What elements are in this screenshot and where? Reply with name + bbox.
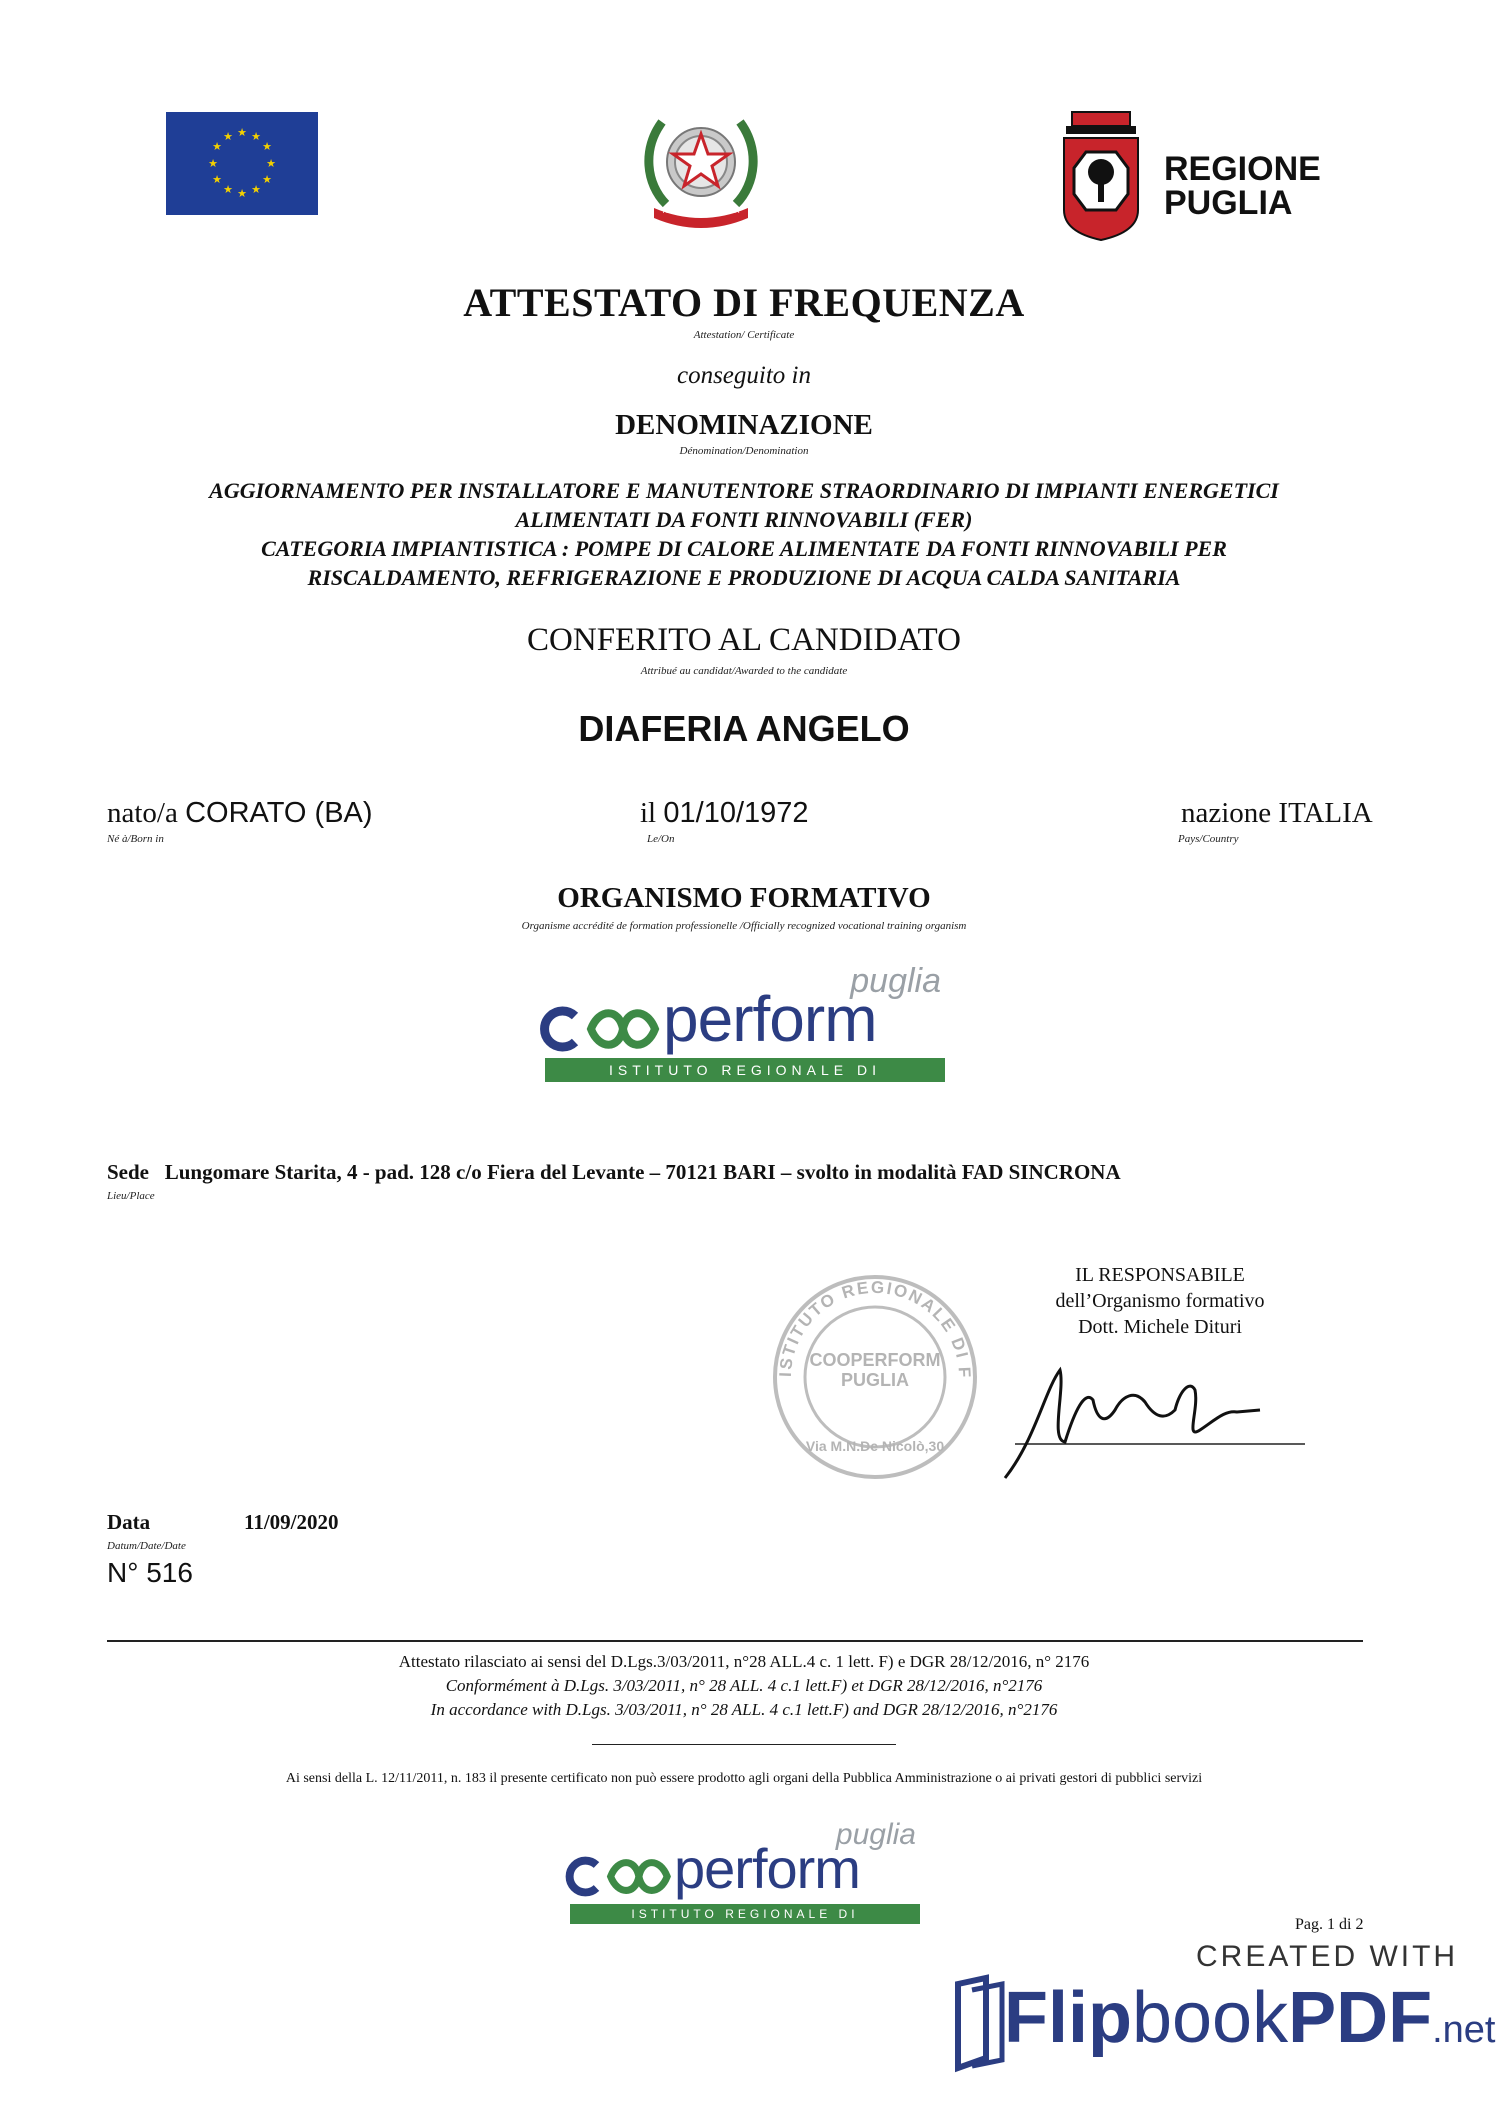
birth-date-sub: Le/On bbox=[647, 833, 675, 845]
birth-date-value: 01/10/1972 bbox=[663, 797, 809, 829]
svg-text:★: ★ bbox=[237, 187, 247, 200]
certificate-title-sub: Attestation/ Certificate bbox=[693, 329, 795, 341]
conseguito-label: conseguito in bbox=[676, 362, 811, 389]
watermark-pdf: PDF bbox=[1288, 1978, 1433, 2058]
birth-place-value: CORATO (BA) bbox=[185, 797, 373, 829]
watermark-net: .net bbox=[1432, 2009, 1496, 2051]
course-line-2: ALIMENTATI DA FONTI RINNOVABILI (FER) bbox=[515, 507, 973, 532]
stamp-ring-text: ISTITUTO REGIONALE DI F bbox=[775, 1277, 975, 1380]
sede-value: Lungomare Starita, 4 - pad. 128 c/o Fiera del Levante – 70121 BARI – svolto in modalità FAD SINCRONA bbox=[164, 1160, 1121, 1184]
legal-short-divider bbox=[592, 1744, 896, 1745]
svg-text:★: ★ bbox=[251, 130, 261, 143]
nation-value: ITALIA bbox=[1278, 797, 1373, 829]
svg-text:★: ★ bbox=[212, 140, 222, 153]
birth-date bbox=[640, 797, 809, 830]
cooperform-logo bbox=[545, 962, 945, 1102]
stamp-center-line1: COOPERFORM bbox=[809, 1350, 941, 1370]
birth-date-label: il bbox=[640, 797, 657, 829]
watermark-book: book bbox=[1131, 1978, 1289, 2058]
data-sub: Datum/Date/Date bbox=[107, 1540, 186, 1552]
svg-text:★: ★ bbox=[262, 140, 272, 153]
organismo-label: ORGANISMO FORMATIVO bbox=[557, 882, 931, 914]
cooperform-bottom-puglia-text: puglia bbox=[835, 1818, 916, 1851]
eu-flag bbox=[166, 112, 318, 215]
cooperform-logo-bottom bbox=[570, 1818, 920, 1941]
conferito-label: CONFERITO AL CANDIDATO bbox=[527, 622, 961, 658]
svg-text:★: ★ bbox=[223, 183, 233, 196]
watermark-created-with: CREATED WITH bbox=[1196, 1940, 1459, 1973]
candidate-name: DIAFERIA ANGELO bbox=[578, 708, 910, 749]
page-number: Pag. 1 di 2 bbox=[1295, 1916, 1364, 1933]
cooperform-bottom-wordmark: perform bbox=[674, 1837, 860, 1900]
regione-puglia-logo bbox=[1060, 110, 1320, 242]
course-line-3: CATEGORIA IMPIANTISTICA : POMPE DI CALORE ALIMENTATE DA FONTI RINNOVABILI PER bbox=[261, 536, 1227, 561]
cooperform-infinity-icon bbox=[545, 990, 665, 1060]
flipbook-logo-icon bbox=[952, 1976, 1006, 2072]
watermark-flip: Flip bbox=[1004, 1978, 1132, 2058]
svg-text:★: ★ bbox=[251, 183, 261, 196]
course-description bbox=[0, 476, 1488, 592]
birth-place-sub: Né à/Born in bbox=[107, 833, 164, 845]
denominazione-sub: Dénomination/Denomination bbox=[679, 445, 809, 457]
data-value: 11/09/2020 bbox=[244, 1510, 339, 1534]
cooperform-bottom-banner: ISTITUTO REGIONALE DI FORMAZIONE bbox=[570, 1904, 920, 1924]
cooperform-puglia-text: puglia bbox=[850, 962, 941, 1000]
birth-place-label: nato/a bbox=[107, 797, 178, 829]
data-label: Data bbox=[107, 1510, 151, 1534]
nation-sub: Pays/Country bbox=[1178, 833, 1239, 845]
cooperform-wordmark: perform bbox=[663, 983, 877, 1055]
signature bbox=[1005, 1350, 1305, 1480]
italian-republic-emblem bbox=[636, 104, 766, 226]
sede bbox=[107, 1160, 1121, 1185]
svg-text:★: ★ bbox=[223, 130, 233, 143]
organismo-sub: Organisme accrédité de formation professionelle /Officially recognized vocational training organism bbox=[521, 920, 967, 932]
conferito-sub: Attribué au candidat/Awarded to the candidate bbox=[640, 665, 848, 677]
flipbookpdf-watermark bbox=[952, 1970, 1496, 2080]
cooperform-bottom-infinity-icon bbox=[570, 1842, 676, 1904]
official-stamp bbox=[768, 1270, 982, 1484]
cooperform-banner: ISTITUTO REGIONALE DI FORMAZIONE bbox=[545, 1058, 945, 1082]
footer-divider bbox=[107, 1640, 1363, 1642]
stamp-center-line2: PUGLIA bbox=[840, 1370, 909, 1390]
responsabile-block bbox=[1010, 1262, 1310, 1340]
legal-line-2: Conformément à D.Lgs. 3/03/2011, n° 28 ALL. 4 c.1 lett.F) et DGR 28/12/2016, n°2176 bbox=[445, 1676, 1043, 1695]
regione-logo-line2: PUGLIA bbox=[1164, 184, 1293, 222]
course-line-4: RISCALDAMENTO, REFRIGERAZIONE E PRODUZIONE DI ACQUA CALDA SANITARIA bbox=[307, 565, 1181, 590]
stamp-bottom-text: Via M.N.De Nicolò,30 bbox=[805, 1438, 945, 1454]
denominazione-label: DENOMINAZIONE bbox=[615, 409, 873, 441]
course-line-1: AGGIORNAMENTO PER INSTALLATORE E MANUTENTORE STRAORDINARIO DI IMPIANTI ENERGETICI bbox=[209, 478, 1279, 503]
svg-text:★: ★ bbox=[212, 173, 222, 186]
responsabile-line2: dell’Organismo formativo bbox=[1055, 1290, 1265, 1312]
regione-logo-line1: REGIONE bbox=[1164, 150, 1321, 188]
svg-text:★: ★ bbox=[237, 126, 247, 139]
svg-text:★: ★ bbox=[208, 157, 218, 170]
legal-line-1: Attestato rilasciato ai sensi del D.Lgs.3/03/2011, n°28 ALL.4 c. 1 lett. F) e DGR 28/12/2016, n° 2176 bbox=[398, 1652, 1090, 1671]
sede-sub: Lieu/Place bbox=[107, 1190, 155, 1202]
legal-block bbox=[0, 1650, 1488, 1722]
responsabile-line3: Dott. Michele Dituri bbox=[1078, 1316, 1242, 1338]
nation-label: nazione bbox=[1181, 797, 1272, 829]
certificate-title: ATTESTATO DI FREQUENZA bbox=[463, 280, 1025, 325]
responsabile-line1: IL RESPONSABILE bbox=[1075, 1264, 1245, 1286]
pa-notice: Ai sensi della L. 12/11/2011, n. 183 il presente certificato non può essere prodotto agli organi della Pubblica Amministrazione o ai privati gestori di pubblici servizi bbox=[285, 1771, 1203, 1786]
sede-label: Sede bbox=[107, 1160, 149, 1184]
emblem-ribbon-text: REPUBBLICA ITALIANA bbox=[662, 208, 740, 215]
certificate-number: N° 516 bbox=[107, 1557, 193, 1588]
nation bbox=[1181, 797, 1373, 830]
svg-text:★: ★ bbox=[266, 157, 276, 170]
legal-line-3: In accordance with D.Lgs. 3/03/2011, n° 28 ALL. 4 c.1 lett.F) and DGR 28/12/2016, n°2176 bbox=[430, 1700, 1058, 1719]
birth-place bbox=[107, 797, 373, 830]
svg-text:★: ★ bbox=[262, 173, 272, 186]
